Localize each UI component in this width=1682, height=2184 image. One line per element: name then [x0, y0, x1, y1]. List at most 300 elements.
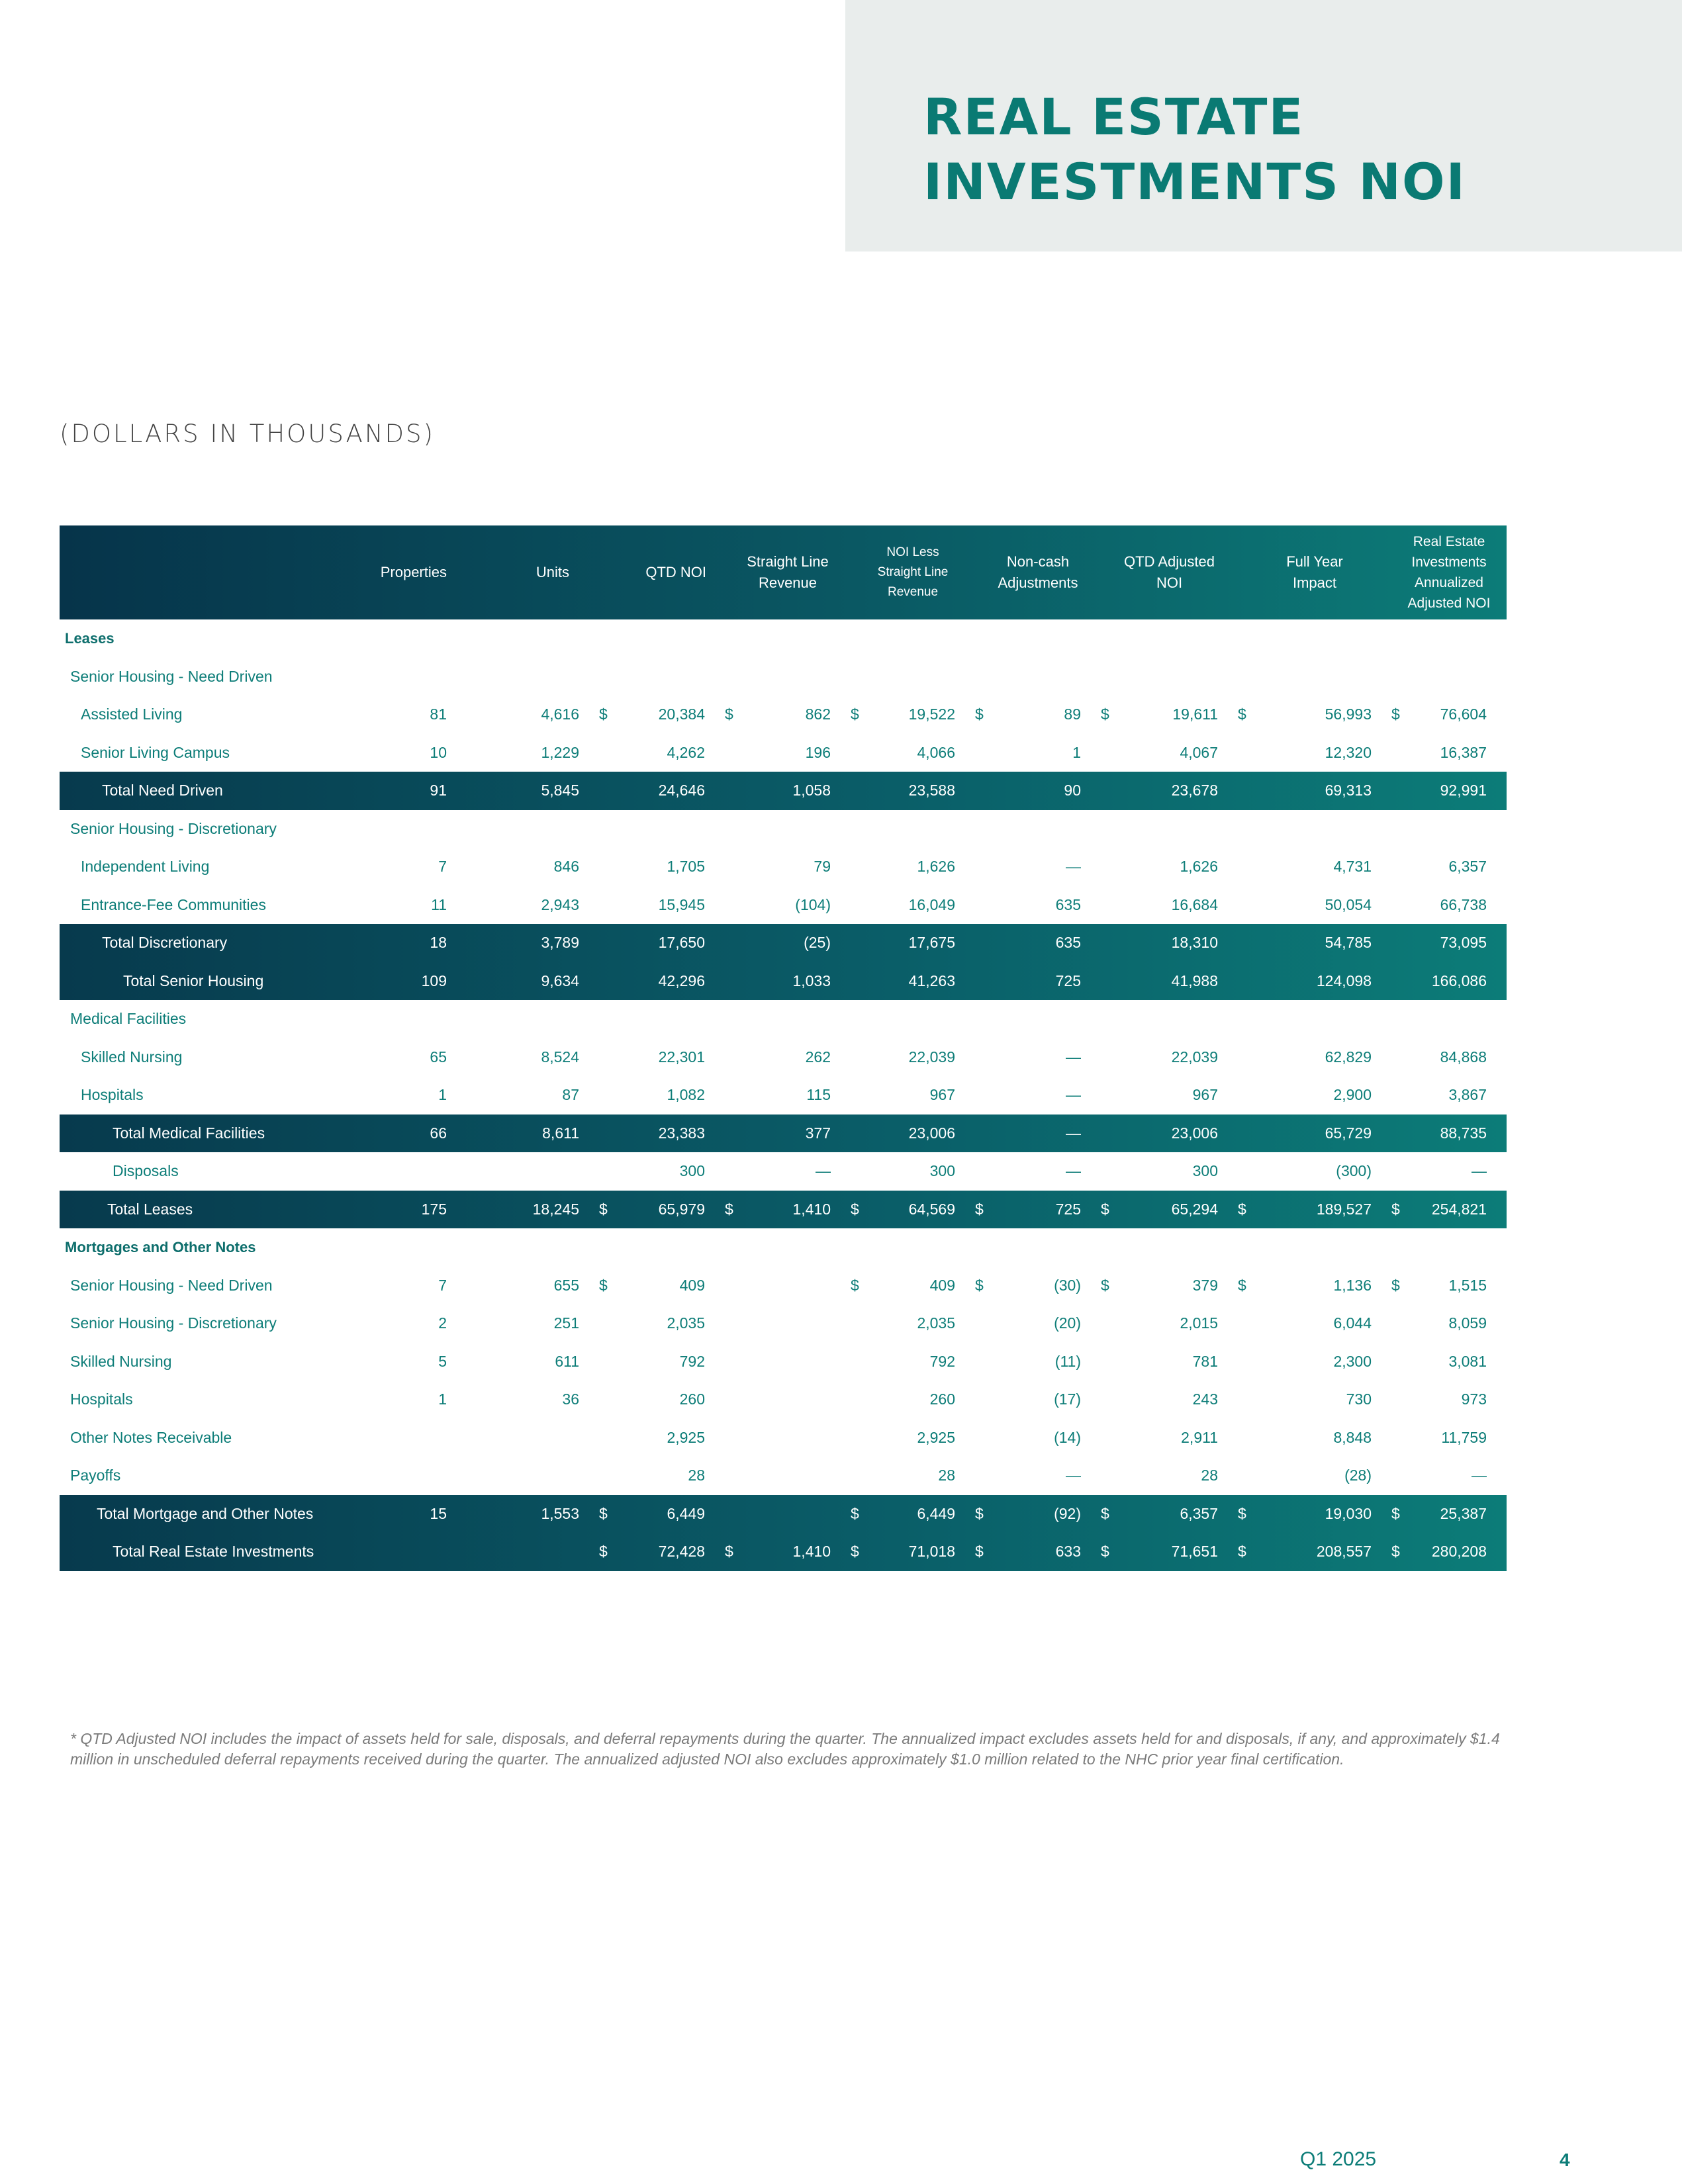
cell-value: 65,294 — [1171, 1200, 1218, 1218]
cell-full-year-impact — [1238, 924, 1391, 962]
row-label: Independent Living — [81, 858, 210, 876]
section-row — [60, 619, 1507, 658]
cell-straight-line-revenue — [725, 1115, 851, 1153]
cell-annualized-adjusted-noi — [1391, 1152, 1507, 1191]
cell-value: 1,136 — [1333, 1276, 1372, 1294]
cell-noncash-adjustments — [975, 848, 1101, 886]
empty-cell — [975, 810, 1101, 848]
cell-annualized-adjusted-noi — [1391, 1267, 1507, 1305]
cell-noncash-adjustments — [975, 1152, 1101, 1191]
cell-qtd-adjusted-noi — [1101, 696, 1238, 734]
currency-symbol: $ — [1238, 705, 1246, 723]
cell-units — [467, 696, 599, 734]
cell-value: 725 — [1055, 972, 1081, 989]
empty-cell — [467, 658, 599, 696]
cell-noncash-adjustments — [975, 1304, 1101, 1343]
total-row — [60, 962, 1507, 1001]
cell-value: 730 — [1346, 1390, 1372, 1408]
cell-value: 1 — [438, 1086, 447, 1104]
cell-straight-line-revenue — [725, 734, 851, 772]
header-noncash-adjustments: Non-cash Adjustments — [998, 553, 1078, 591]
cell-straight-line-revenue — [725, 1191, 851, 1229]
cell-value: 4,731 — [1333, 858, 1372, 876]
noi-table-container — [60, 525, 1507, 1571]
total-row — [60, 924, 1507, 962]
cell-annualized-adjusted-noi — [1391, 1115, 1507, 1153]
cell-units — [467, 1343, 599, 1381]
cell-value: 4,262 — [667, 743, 705, 761]
currency-symbol: $ — [1101, 705, 1109, 723]
cell-properties — [311, 962, 467, 1001]
cell-value: — — [1472, 1467, 1487, 1484]
cell-value: 262 — [805, 1048, 831, 1066]
cell-value: 379 — [1192, 1276, 1218, 1294]
cell-units — [467, 1419, 599, 1457]
cell-properties — [311, 1457, 467, 1495]
cell-value: 12,320 — [1325, 743, 1372, 761]
cell-annualized-adjusted-noi — [1391, 1533, 1507, 1571]
cell-qtd-noi — [599, 848, 725, 886]
cell-value: 1,082 — [667, 1086, 705, 1104]
cell-value: 16,684 — [1171, 895, 1218, 913]
empty-cell — [851, 1000, 975, 1038]
cell-value: 2,035 — [667, 1314, 705, 1332]
cell-qtd-adjusted-noi — [1101, 1191, 1238, 1229]
page-title — [923, 85, 1466, 214]
cell-value: 2,900 — [1333, 1086, 1372, 1104]
cell-qtd-noi — [599, 1381, 725, 1419]
cell-straight-line-revenue — [725, 1419, 851, 1457]
cell-units — [467, 1304, 599, 1343]
cell-full-year-impact — [1238, 1343, 1391, 1381]
header-units: Units — [536, 564, 569, 580]
cell-value: 2,943 — [541, 895, 579, 913]
cell-value: 88,735 — [1440, 1124, 1487, 1142]
cell-qtd-adjusted-noi — [1101, 1533, 1238, 1571]
cell-value: 1,410 — [792, 1200, 831, 1218]
cell-qtd-noi — [599, 696, 725, 734]
cell-qtd-adjusted-noi — [1101, 1267, 1238, 1305]
cell-noncash-adjustments — [975, 772, 1101, 810]
cell-properties — [311, 734, 467, 772]
cell-value: 36 — [562, 1390, 579, 1408]
cell-value: 251 — [553, 1314, 579, 1332]
currency-symbol: $ — [725, 705, 733, 723]
row-label: Hospitals — [70, 1390, 133, 1408]
cell-qtd-noi — [599, 734, 725, 772]
cell-units — [467, 772, 599, 810]
cell-value: 280,208 — [1431, 1543, 1487, 1561]
cell-value: 62,829 — [1325, 1048, 1372, 1066]
cell-units — [467, 1076, 599, 1115]
cell-value: 109 — [421, 972, 447, 989]
cell-straight-line-revenue — [725, 1304, 851, 1343]
currency-symbol: $ — [975, 1543, 984, 1561]
cell-qtd-noi — [599, 772, 725, 810]
cell-value: — — [816, 1162, 831, 1180]
currency-symbol: $ — [599, 1504, 608, 1522]
cell-straight-line-revenue — [725, 1533, 851, 1571]
cell-value: 3,867 — [1448, 1086, 1487, 1104]
cell-annualized-adjusted-noi — [1391, 1495, 1507, 1533]
header-straight-line-revenue: Straight Line Revenue — [747, 553, 829, 591]
cell-units — [467, 1267, 599, 1305]
cell-value: 1,553 — [541, 1504, 579, 1522]
cell-qtd-adjusted-noi — [1101, 962, 1238, 1001]
table-row — [60, 1343, 1507, 1381]
cell-straight-line-revenue — [725, 886, 851, 925]
cell-noncash-adjustments — [975, 1457, 1101, 1495]
cell-value: 24,646 — [658, 782, 705, 799]
cell-value: 89 — [1064, 705, 1081, 723]
cell-value: 17,650 — [658, 934, 705, 952]
empty-cell — [1391, 658, 1507, 696]
empty-cell — [1101, 810, 1238, 848]
cell-qtd-adjusted-noi — [1101, 924, 1238, 962]
header-properties: Properties — [380, 564, 447, 580]
cell-noncash-adjustments — [975, 1381, 1101, 1419]
cell-noncash-adjustments — [975, 1076, 1101, 1115]
row-label: Total Mortgage and Other Notes — [97, 1504, 314, 1522]
cell-value: — — [1066, 1048, 1081, 1066]
cell-value: 115 — [806, 1086, 831, 1104]
cell-properties — [311, 1191, 467, 1229]
cell-annualized-adjusted-noi — [1391, 848, 1507, 886]
empty-cell — [311, 810, 467, 848]
cell-qtd-noi — [599, 1533, 725, 1571]
cell-value: 28 — [938, 1467, 955, 1484]
cell-value: 2,015 — [1180, 1314, 1218, 1332]
cell-qtd-noi — [599, 1191, 725, 1229]
cell-straight-line-revenue — [725, 1495, 851, 1533]
cell-noncash-adjustments — [975, 962, 1101, 1001]
cell-value: 2,035 — [917, 1314, 955, 1332]
empty-cell — [1238, 1000, 1391, 1038]
row-label: Senior Housing - Discretionary — [70, 1314, 277, 1332]
cell-straight-line-revenue — [725, 1381, 851, 1419]
cell-qtd-adjusted-noi — [1101, 772, 1238, 810]
row-label: Hospitals — [81, 1086, 144, 1104]
cell-qtd-adjusted-noi — [1101, 1381, 1238, 1419]
cell-straight-line-revenue — [725, 1343, 851, 1381]
cell-value: 300 — [1192, 1162, 1218, 1180]
cell-value: 87 — [562, 1086, 579, 1104]
currency-symbol: $ — [599, 1200, 608, 1218]
table-header-row — [60, 525, 1507, 619]
cell-full-year-impact — [1238, 734, 1391, 772]
cell-units — [467, 1152, 599, 1191]
table-row — [60, 810, 1507, 848]
cell-value: 65,729 — [1325, 1124, 1372, 1142]
empty-cell — [975, 658, 1101, 696]
cell-value: 81 — [430, 705, 447, 723]
cell-full-year-impact — [1238, 1533, 1391, 1571]
cell-value: 4,616 — [541, 705, 579, 723]
cell-value: (92) — [1054, 1504, 1081, 1522]
header-qtd-noi: QTD NOI — [645, 564, 706, 580]
cell-value: 19,522 — [908, 705, 955, 723]
total-row — [60, 1495, 1507, 1533]
cell-value: 6,357 — [1180, 1504, 1218, 1522]
empty-cell — [975, 1000, 1101, 1038]
cell-value: 1,515 — [1448, 1276, 1487, 1294]
cell-noncash-adjustments — [975, 1533, 1101, 1571]
cell-value: 22,039 — [1171, 1048, 1218, 1066]
currency-symbol: $ — [1101, 1543, 1109, 1561]
cell-value: 196 — [805, 743, 831, 761]
cell-qtd-adjusted-noi — [1101, 1076, 1238, 1115]
cell-value: — — [1066, 1124, 1081, 1142]
empty-cell — [467, 810, 599, 848]
cell-properties — [311, 1343, 467, 1381]
empty-cell — [1101, 658, 1238, 696]
empty-cell — [851, 658, 975, 696]
header-label-cell — [60, 525, 311, 619]
cell-value: 17,675 — [908, 934, 955, 952]
cell-noi-less-straight-line — [851, 1191, 975, 1229]
cell-value: 6,357 — [1448, 858, 1487, 876]
cell-units — [467, 962, 599, 1001]
cell-value: 18,310 — [1171, 934, 1218, 952]
cell-value: 92,991 — [1440, 782, 1487, 799]
cell-qtd-adjusted-noi — [1101, 1457, 1238, 1495]
currency-symbol: $ — [1391, 1276, 1400, 1294]
cell-annualized-adjusted-noi — [1391, 772, 1507, 810]
cell-annualized-adjusted-noi — [1391, 924, 1507, 962]
table-row — [60, 1419, 1507, 1457]
cell-full-year-impact — [1238, 1495, 1391, 1533]
table-row — [60, 696, 1507, 734]
currency-symbol: $ — [975, 1200, 984, 1218]
cell-annualized-adjusted-noi — [1391, 962, 1507, 1001]
cell-noi-less-straight-line — [851, 1267, 975, 1305]
page-number: 4 — [1560, 2150, 1570, 2170]
header-full-year-impact: Full Year Impact — [1286, 553, 1343, 591]
cell-value: 3,081 — [1448, 1352, 1487, 1370]
cell-value: 254,821 — [1431, 1200, 1487, 1218]
cell-value: 6,044 — [1333, 1314, 1372, 1332]
cell-value: (17) — [1054, 1390, 1081, 1408]
currency-symbol: $ — [851, 1543, 859, 1561]
cell-qtd-noi — [599, 1038, 725, 1077]
cell-full-year-impact — [1238, 848, 1391, 886]
cell-properties — [311, 848, 467, 886]
cell-value: 8,611 — [542, 1124, 579, 1142]
cell-noi-less-straight-line — [851, 1343, 975, 1381]
cell-value: 20,384 — [658, 705, 705, 723]
row-label: Total Leases — [107, 1200, 193, 1218]
currency-symbol: $ — [1101, 1276, 1109, 1294]
table-row — [60, 658, 1507, 696]
cell-value: 1,058 — [792, 782, 831, 799]
row-label: Total Need Driven — [102, 782, 223, 799]
cell-value: 409 — [679, 1276, 705, 1294]
cell-value: 1 — [1072, 743, 1081, 761]
cell-value: 84,868 — [1440, 1048, 1487, 1066]
cell-qtd-noi — [599, 924, 725, 962]
cell-value: 260 — [679, 1390, 705, 1408]
cell-value: — — [1066, 1162, 1081, 1180]
cell-value: 166,086 — [1431, 972, 1487, 989]
cell-qtd-adjusted-noi — [1101, 1304, 1238, 1343]
cell-value: 66,738 — [1440, 895, 1487, 913]
empty-cell — [599, 1000, 725, 1038]
cell-value: 22,039 — [908, 1048, 955, 1066]
cell-value: 5,845 — [541, 782, 579, 799]
cell-value: 3,789 — [541, 934, 579, 952]
cell-qtd-noi — [599, 1115, 725, 1153]
cell-qtd-noi — [599, 1343, 725, 1381]
cell-qtd-adjusted-noi — [1101, 848, 1238, 886]
currency-symbol: $ — [1101, 1504, 1109, 1522]
cell-value: 19,611 — [1172, 705, 1218, 723]
row-label: Leases — [65, 629, 115, 647]
cell-full-year-impact — [1238, 696, 1391, 734]
footer-period: Q1 2025 — [1300, 2148, 1377, 2170]
cell-value: 23,006 — [908, 1124, 955, 1142]
cell-noncash-adjustments — [975, 696, 1101, 734]
cell-full-year-impact — [1238, 1076, 1391, 1115]
cell-noi-less-straight-line — [851, 1457, 975, 1495]
cell-qtd-noi — [599, 1419, 725, 1457]
cell-value: 11 — [431, 895, 447, 913]
cell-value: (20) — [1054, 1314, 1081, 1332]
row-label: Medical Facilities — [70, 1010, 187, 1028]
cell-full-year-impact — [1238, 1457, 1391, 1495]
cell-value: 56,993 — [1325, 705, 1372, 723]
cell-value: 2,911 — [1181, 1428, 1218, 1446]
cell-value: — — [1472, 1162, 1487, 1180]
cell-value: 781 — [1192, 1352, 1218, 1370]
cell-qtd-adjusted-noi — [1101, 1152, 1238, 1191]
empty-cell — [1391, 1000, 1507, 1038]
section-spacer — [311, 619, 1507, 658]
row-label: Senior Housing - Discretionary — [70, 819, 277, 837]
section-spacer — [311, 1228, 1507, 1267]
cell-qtd-noi — [599, 1152, 725, 1191]
cell-value: 18,245 — [532, 1200, 579, 1218]
empty-cell — [725, 1000, 851, 1038]
cell-units — [467, 1038, 599, 1077]
row-label: Assisted Living — [81, 705, 183, 723]
cell-value: 8,524 — [541, 1048, 579, 1066]
total-row — [60, 1191, 1507, 1229]
currency-symbol: $ — [1391, 1200, 1400, 1218]
table-row — [60, 1381, 1507, 1419]
header-noi-less-straight-line: NOI Less Straight Line Revenue — [877, 545, 949, 599]
currency-symbol: $ — [851, 1276, 859, 1294]
row-label: Entrance-Fee Communities — [81, 895, 266, 913]
cell-full-year-impact — [1238, 1152, 1391, 1191]
cell-units — [467, 1115, 599, 1153]
cell-value: 22,301 — [658, 1048, 705, 1066]
cell-value: 2 — [438, 1314, 447, 1332]
cell-value: 23,006 — [1171, 1124, 1218, 1142]
cell-value: 862 — [805, 705, 831, 723]
cell-noi-less-straight-line — [851, 1304, 975, 1343]
cell-annualized-adjusted-noi — [1391, 1419, 1507, 1457]
cell-value: 300 — [679, 1162, 705, 1180]
cell-properties — [311, 1304, 467, 1343]
cell-noncash-adjustments — [975, 886, 1101, 925]
footnote: * QTD Adjusted NOI includes the impact of assets held for sale, disposals, and deferral repayments during the quarter. The annualized impact excludes assets held for and disposals, if any, and approximately $1.4 million in unscheduled deferral repayments received during the quarter. The annualized adjusted NOI also excludes approximately $1.0 million related to the NHC prior year final certification. — [70, 1730, 1500, 1768]
cell-qtd-adjusted-noi — [1101, 1115, 1238, 1153]
row-label: Mortgages and Other Notes — [65, 1238, 256, 1255]
cell-value: 91 — [430, 782, 447, 799]
cell-value: 967 — [929, 1086, 955, 1104]
cell-properties — [311, 1076, 467, 1115]
cell-annualized-adjusted-noi — [1391, 1038, 1507, 1077]
cell-properties — [311, 924, 467, 962]
cell-value: 41,263 — [908, 972, 955, 989]
total-row — [60, 1115, 1507, 1153]
cell-noncash-adjustments — [975, 1038, 1101, 1077]
cell-properties — [311, 772, 467, 810]
cell-value: 16,387 — [1440, 743, 1487, 761]
table-row — [60, 1038, 1507, 1077]
currency-symbol: $ — [975, 1504, 984, 1522]
table-row — [60, 1457, 1507, 1495]
cell-value: 409 — [929, 1276, 955, 1294]
row-label: Other Notes Receivable — [70, 1428, 232, 1446]
cell-properties — [311, 1152, 467, 1191]
cell-straight-line-revenue — [725, 924, 851, 962]
cell-noi-less-straight-line — [851, 1152, 975, 1191]
cell-value: 300 — [929, 1162, 955, 1180]
cell-value: 1,705 — [667, 858, 705, 876]
cell-full-year-impact — [1238, 886, 1391, 925]
cell-noi-less-straight-line — [851, 924, 975, 962]
cell-value: (104) — [795, 895, 831, 913]
cell-straight-line-revenue — [725, 962, 851, 1001]
cell-qtd-adjusted-noi — [1101, 1343, 1238, 1381]
cell-qtd-noi — [599, 1304, 725, 1343]
row-label: Total Medical Facilities — [113, 1124, 265, 1142]
cell-units — [467, 886, 599, 925]
cell-noi-less-straight-line — [851, 886, 975, 925]
cell-noi-less-straight-line — [851, 1419, 975, 1457]
currency-symbol: $ — [725, 1543, 733, 1561]
cell-value: 967 — [1192, 1086, 1218, 1104]
cell-value: 50,054 — [1325, 895, 1372, 913]
cell-annualized-adjusted-noi — [1391, 1457, 1507, 1495]
cell-properties — [311, 1381, 467, 1419]
cell-properties — [311, 1038, 467, 1077]
cell-value: 79 — [814, 858, 831, 876]
cell-value: 9,634 — [541, 972, 579, 989]
cell-annualized-adjusted-noi — [1391, 734, 1507, 772]
section-row — [60, 1228, 1507, 1267]
cell-value: (300) — [1336, 1162, 1372, 1180]
cell-qtd-noi — [599, 1267, 725, 1305]
cell-units — [467, 1495, 599, 1533]
cell-full-year-impact — [1238, 1304, 1391, 1343]
currency-symbol: $ — [1391, 1504, 1400, 1522]
cell-qtd-adjusted-noi — [1101, 734, 1238, 772]
cell-value: 23,383 — [658, 1124, 705, 1142]
cell-annualized-adjusted-noi — [1391, 886, 1507, 925]
cell-annualized-adjusted-noi — [1391, 1076, 1507, 1115]
cell-noi-less-straight-line — [851, 772, 975, 810]
cell-qtd-adjusted-noi — [1101, 1495, 1238, 1533]
cell-straight-line-revenue — [725, 1038, 851, 1077]
cell-value: (30) — [1054, 1276, 1081, 1294]
cell-value: 71,018 — [908, 1543, 955, 1561]
cell-straight-line-revenue — [725, 1152, 851, 1191]
table-row — [60, 1152, 1507, 1191]
header-annualized-adjusted-noi: Real Estate Investments Annualized Adjusted NOI — [1407, 534, 1491, 611]
cell-noncash-adjustments — [975, 734, 1101, 772]
